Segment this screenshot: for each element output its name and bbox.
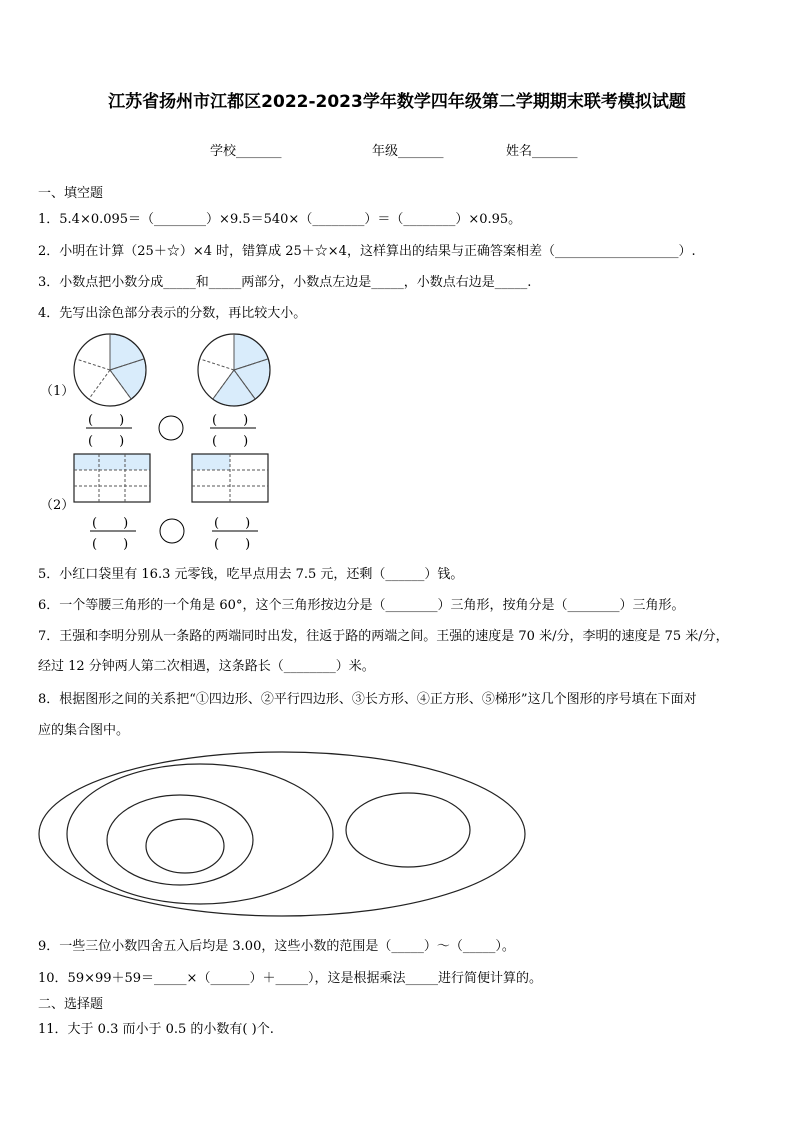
grade-field: 年级_______ — [372, 144, 444, 159]
set-ellipse-right — [346, 793, 470, 867]
figure-label-2: （2） — [40, 498, 75, 513]
set-ellipse-4 — [146, 819, 224, 873]
school-field: 学校_______ — [210, 144, 282, 159]
question-9: 9．一些三位小数四舍五入后均是 3.00，这些小数的范围是（_____）～（_____）。 — [38, 939, 515, 954]
page-title: 江苏省扬州市江都区2022-2023学年数学四年级第二学期期末联考模拟试题 — [108, 92, 686, 112]
pie-circle-1 — [74, 334, 146, 406]
question-1: 1．5.4×0.095＝（________）×9.5＝540×（________）＝（________）×0.95。 — [38, 212, 522, 227]
fraction-denominator-blank: ( ) — [214, 537, 251, 552]
grid-rect-2 — [192, 454, 268, 502]
compare-circle — [160, 519, 184, 543]
section-fill-title: 一、填空题 — [38, 186, 104, 201]
fraction-denominator-blank: ( ) — [212, 434, 249, 449]
grid-rect-1 — [74, 454, 150, 502]
question-8-line1: 8．根据图形之间的关系把“①四边形、②平行四边形、③长方形、④正方形、⑤梯形”这几个图形的序号填在下面对 — [38, 692, 697, 707]
question-4: 4．先写出涂色部分表示的分数，再比较大小。 — [38, 306, 307, 321]
set-diagram — [39, 752, 525, 916]
fraction-numerator-blank: ( ) — [214, 516, 251, 531]
fraction-denominator-blank: ( ) — [92, 537, 129, 552]
question-6: 6．一个等腰三角形的一个角是 60°，这个三角形按边分是（________）三角形，按角分是（________）三角形。 — [38, 598, 685, 613]
question-10: 10．59×99＋59＝_____×（______）＋_____），这是根据乘法_____进行简便计算的。 — [38, 971, 542, 986]
question-3: 3．小数点把小数分成_____和_____两部分，小数点左边是_____，小数点右边是_____. — [38, 275, 532, 290]
set-ellipse-3 — [107, 795, 253, 885]
question-7-line2: 经过 12 分钟两人第二次相遇，这条路长（________）米。 — [38, 659, 375, 674]
question-7-line1: 7．王强和李明分别从一条路的两端同时出发，往返于路的两端之间。王强的速度是 70 米/分，李明的速度是 75 米/分， — [38, 629, 729, 644]
fraction-numerator-blank: ( ) — [88, 413, 125, 428]
fraction-numerator-blank: ( ) — [92, 516, 129, 531]
figure-label-1: （1） — [40, 384, 75, 399]
fraction-numerator-blank: ( ) — [212, 413, 249, 428]
set-ellipse-outer — [39, 752, 525, 916]
question-11: 11．大于 0.3 而小于 0.5 的小数有( )个. — [38, 1022, 274, 1037]
question-5: 5．小红口袋里有 16.3 元零钱，吃早点用去 7.5 元，还剩（______）钱。 — [38, 567, 464, 582]
question-2: 2．小明在计算（25＋☆）×4 时，错算成 25＋☆×4，这样算出的结果与正确答案相差（___________________）. — [38, 244, 696, 259]
compare-circle — [159, 416, 183, 440]
fraction-denominator-blank: ( ) — [88, 434, 125, 449]
name-field: 姓名_______ — [506, 144, 578, 159]
question-8-line2: 应的集合图中。 — [38, 723, 130, 738]
section-choice-title: 二、选择题 — [38, 997, 104, 1012]
pie-circle-2 — [198, 334, 270, 406]
